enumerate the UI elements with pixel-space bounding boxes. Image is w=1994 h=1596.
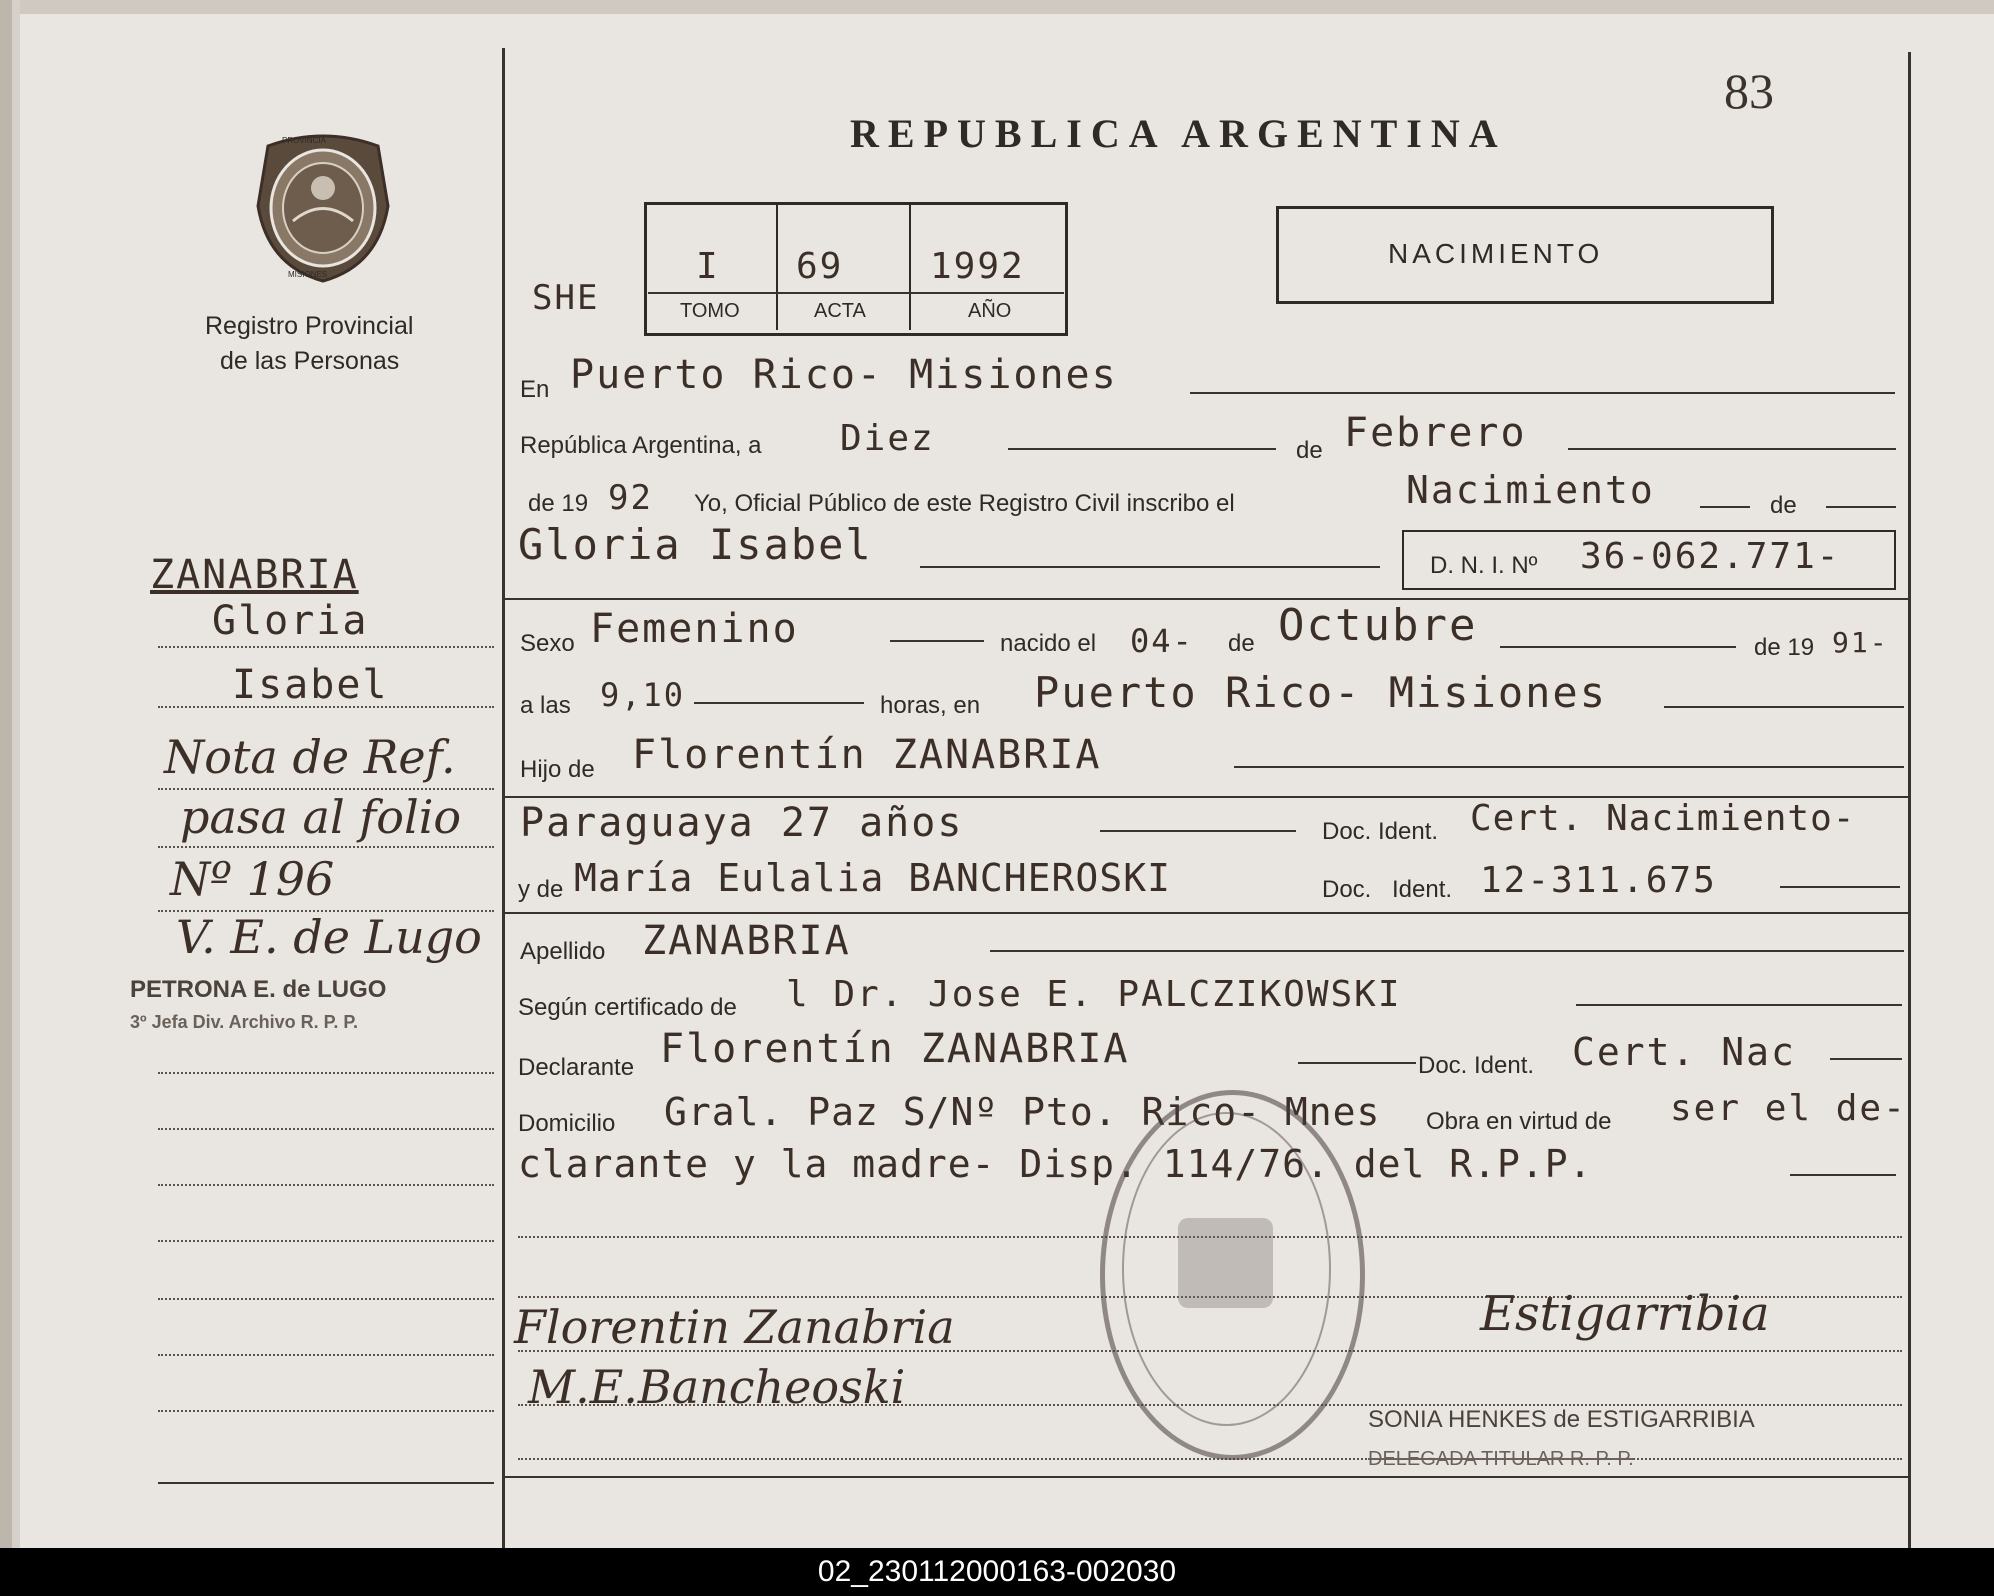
domicilio-value: Gral. Paz S/Nº Pto. Rico- Mnes bbox=[664, 1090, 1381, 1134]
margin-line bbox=[158, 846, 494, 848]
domicilio-label: Domicilio bbox=[518, 1110, 616, 1137]
horas-label: horas, en bbox=[880, 692, 981, 719]
official-title: DELEGADA TITULAR R. P. P. bbox=[1368, 1448, 1634, 1470]
margin-note-4: V. E. de Lugo bbox=[176, 910, 482, 964]
record-box-rule bbox=[648, 292, 1064, 294]
declarante-doc: Cert. Nac bbox=[1572, 1030, 1796, 1074]
seal-bottom-text: MISIONES bbox=[288, 270, 328, 279]
nacido-anio: 91- bbox=[1832, 626, 1889, 659]
declarante-doc-line bbox=[1830, 1058, 1902, 1060]
tomo-value: I bbox=[696, 246, 720, 287]
bottom-rule bbox=[505, 1476, 1908, 1478]
nacido-mes: Octubre bbox=[1278, 600, 1478, 651]
registry-name-line2: de las Personas bbox=[220, 347, 400, 375]
padre-line bbox=[1234, 766, 1904, 768]
margin-bottom-rule bbox=[158, 1482, 494, 1484]
doc-ident-label-2: Doc. Ident. bbox=[1418, 1052, 1535, 1079]
obra-value-1: ser el de- bbox=[1670, 1088, 1907, 1129]
signature-madre: M.E.Bancheoski bbox=[528, 1360, 906, 1414]
mes-line bbox=[1568, 448, 1896, 450]
official-name: SONIA HENKES de ESTIGARRIBIA bbox=[1368, 1406, 1755, 1433]
margin-surname: ZANABRIA bbox=[150, 552, 359, 598]
en-value: Puerto Rico- Misiones bbox=[570, 352, 1118, 398]
record-cell-divider bbox=[776, 204, 778, 330]
de-label-3: de bbox=[1228, 630, 1255, 657]
signature-padre: Florentin Zanabria bbox=[514, 1300, 955, 1354]
padre-value: Florentín ZANABRIA bbox=[632, 732, 1102, 778]
anio-value: 1992 bbox=[930, 246, 1025, 287]
margin-line bbox=[158, 1410, 494, 1412]
signature-oficial: Estigarribia bbox=[1480, 1286, 1770, 1342]
padre-datos: Paraguaya 27 años bbox=[520, 800, 964, 846]
provincial-seal-icon bbox=[248, 126, 398, 286]
segun-label: Según certificado de bbox=[518, 994, 737, 1021]
margin-line bbox=[158, 1072, 494, 1074]
apellido-label: Apellido bbox=[520, 938, 606, 965]
record-type-label: NACIMIENTO bbox=[1388, 238, 1604, 269]
seal-top-text: PROVINCIA bbox=[282, 136, 327, 145]
declarante-line bbox=[1298, 1062, 1416, 1064]
declarante-label: Declarante bbox=[518, 1054, 635, 1081]
page-binding bbox=[0, 0, 12, 1548]
margin-line bbox=[158, 1184, 494, 1186]
acto-line bbox=[1700, 506, 1750, 508]
de-label: de bbox=[1296, 437, 1323, 464]
obra-label: Obra en virtud de bbox=[1426, 1108, 1612, 1135]
hora-line bbox=[694, 702, 864, 704]
oficial-statement: Yo, Oficial Público de este Registro Civil inscribo el bbox=[694, 490, 1235, 517]
sexo-label: Sexo bbox=[520, 630, 575, 657]
margin-line bbox=[158, 1128, 494, 1130]
anio-inscripcion: 92 bbox=[608, 478, 653, 518]
dni-value: 36-062.771- bbox=[1580, 536, 1841, 577]
margin-line bbox=[158, 1354, 494, 1356]
tomo-label: TOMO bbox=[680, 300, 740, 322]
margin-name1: Gloria bbox=[212, 598, 369, 644]
certificado-line bbox=[1576, 1004, 1902, 1006]
she-code: SHE bbox=[532, 278, 600, 318]
apellido-line bbox=[990, 950, 1904, 952]
nacido-mes-line bbox=[1500, 646, 1736, 648]
record-cell-divider bbox=[909, 204, 911, 330]
country-title: REPUBLICA ARGENTINA bbox=[850, 111, 1507, 156]
doc-ident-label: Doc. Ident. bbox=[1322, 818, 1439, 845]
de-line bbox=[1826, 506, 1896, 508]
acto-value: Nacimiento bbox=[1406, 468, 1655, 512]
acta-value: 69 bbox=[796, 246, 844, 287]
madre-value: María Eulalia BANCHEROSKI bbox=[574, 856, 1171, 900]
hora-value: 9,10 bbox=[600, 676, 686, 714]
republica-label: República Argentina, a bbox=[520, 432, 762, 459]
page-top-edge bbox=[0, 0, 1994, 14]
de-label-2: de bbox=[1770, 492, 1797, 519]
nacido-dia: 04- bbox=[1130, 622, 1194, 660]
certificado-value: l Dr. Jose E. PALCZIKOWSKI bbox=[786, 974, 1402, 1015]
en-label: En bbox=[520, 376, 550, 403]
sexo-line bbox=[890, 640, 984, 642]
margin-name2: Isabel bbox=[232, 662, 389, 708]
section-rule bbox=[505, 598, 1908, 600]
lugar-line bbox=[1664, 706, 1904, 708]
official-stamp-emblem bbox=[1178, 1218, 1273, 1308]
margin-line bbox=[158, 706, 494, 708]
margin-stamp-name: PETRONA E. de LUGO bbox=[130, 976, 387, 1003]
padre-doc: Cert. Nacimiento- bbox=[1470, 798, 1856, 839]
page-binding-inner bbox=[12, 0, 20, 1548]
alas-label: a las bbox=[520, 692, 571, 719]
apellido-value: ZANABRIA bbox=[642, 918, 851, 964]
en-line bbox=[1190, 392, 1895, 394]
page-number: 83 bbox=[1724, 63, 1774, 119]
margin-line bbox=[158, 1298, 494, 1300]
doc-label: Doc. bbox=[1322, 876, 1372, 903]
margin-divider bbox=[502, 48, 505, 1548]
hijo-label: Hijo de bbox=[520, 756, 595, 783]
margin-line bbox=[158, 646, 494, 648]
dia-line bbox=[1008, 448, 1276, 450]
nombre-value: Gloria Isabel bbox=[518, 520, 873, 569]
declarante-value: Florentín ZANABRIA bbox=[660, 1026, 1130, 1072]
madre-doc-line bbox=[1780, 886, 1900, 888]
de19-label: de 19 bbox=[528, 490, 589, 517]
margin-line bbox=[158, 1240, 494, 1242]
padre-datos-line bbox=[1100, 830, 1296, 832]
image-id-footer: 02_230112000163-002030 bbox=[0, 1548, 1994, 1596]
blank-line bbox=[518, 1458, 1902, 1460]
dia-value: Diez bbox=[840, 418, 935, 459]
margin-stamp-title: 3º Jefa Div. Archivo R. P. P. bbox=[130, 1012, 359, 1032]
obra-line bbox=[1790, 1174, 1896, 1176]
sexo-value: Femenino bbox=[590, 606, 799, 652]
obra-value-2: clarante y la madre- Disp. 114/76. del R.P.P. bbox=[518, 1142, 1593, 1186]
acta-label: ACTA bbox=[814, 300, 866, 322]
right-border bbox=[1908, 52, 1911, 1548]
nombre-line bbox=[920, 566, 1380, 568]
de19-label-2: de 19 bbox=[1754, 634, 1815, 661]
nacido-label: nacido el bbox=[1000, 630, 1097, 657]
margin-note-1: Nota de Ref. bbox=[164, 730, 456, 784]
margin-note-2: pasa al folio bbox=[180, 790, 462, 844]
lugar-value: Puerto Rico- Misiones bbox=[1034, 668, 1608, 717]
mes-value: Febrero bbox=[1344, 410, 1527, 456]
registry-name-line1: Registro Provincial bbox=[205, 312, 414, 340]
anio-label: AÑO bbox=[968, 300, 1012, 322]
ident-label: Ident. bbox=[1392, 876, 1453, 903]
yde-label: y de bbox=[518, 876, 564, 903]
dni-label: D. N. I. Nº bbox=[1430, 552, 1538, 579]
margin-note-3: Nº 196 bbox=[170, 852, 335, 906]
section-rule-3 bbox=[505, 912, 1908, 914]
madre-doc: 12-311.675 bbox=[1480, 860, 1717, 901]
